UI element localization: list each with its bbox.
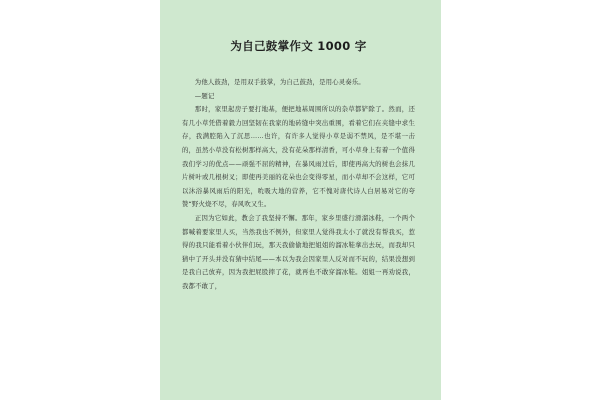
paragraph-grass: 那时，家里起房子要打地基，便把地基周围所以的杂草都铲除了。然而，还有几小草凭借着毅力回坚韧在我家的地砖缝中突出重围，看着它们在夹缝中求生存，我满腔陷入了沉思……也许，有许多人觉得小草是弱不禁风，是不堪一击的，虽然小草没有松树那样高大，没有花朵那样清香，可小草身上有着一个值得我们学习的优点——顽强不屈的精神，在暴风雨过后，即使再高大的树也会抹几片树叶或几根树叉；即使再美丽的花朵也会变得零星，而小草却不会这样，它可以沐浴暴风雨后的阳光，吮吸大地的营养，它不愧对唐代诗人白居易对它的夸赞“野火烧不尽，春风吹又生。 [182, 105, 415, 209]
paragraph-skates: 正因为它如此，教会了我坚持不懈。那年，家乡里盛行滑溜冰鞋，一个两个都喊着要家里人买，当然我也不例外，但家里人觉得我太小了就没有帮我买，惹得的我只能看着小伙伴们玩，那天我偷偷地把姐姐的溜冰鞋拿出去玩，而我却只猜中了开头并没有猜中结尾——本以为我会因家里人反对而不玩的，结果没想到是我自己放弃，因为我把屁股摔了花，就再也不敢穿溜冰鞋。姐姐一再劝说我，我都不敢了， [182, 213, 415, 290]
document-title: 为自己鼓掌作文 1000 字 [230, 39, 367, 53]
document-page [160, 0, 441, 400]
paragraph-epigraph-attribution: —题记 [194, 91, 215, 100]
paragraph-epigraph: 为他人鼓劲，是用双手鼓掌，为自己鼓劲，是用心灵奏乐。 [194, 78, 365, 86]
document-body [182, 76, 415, 294]
